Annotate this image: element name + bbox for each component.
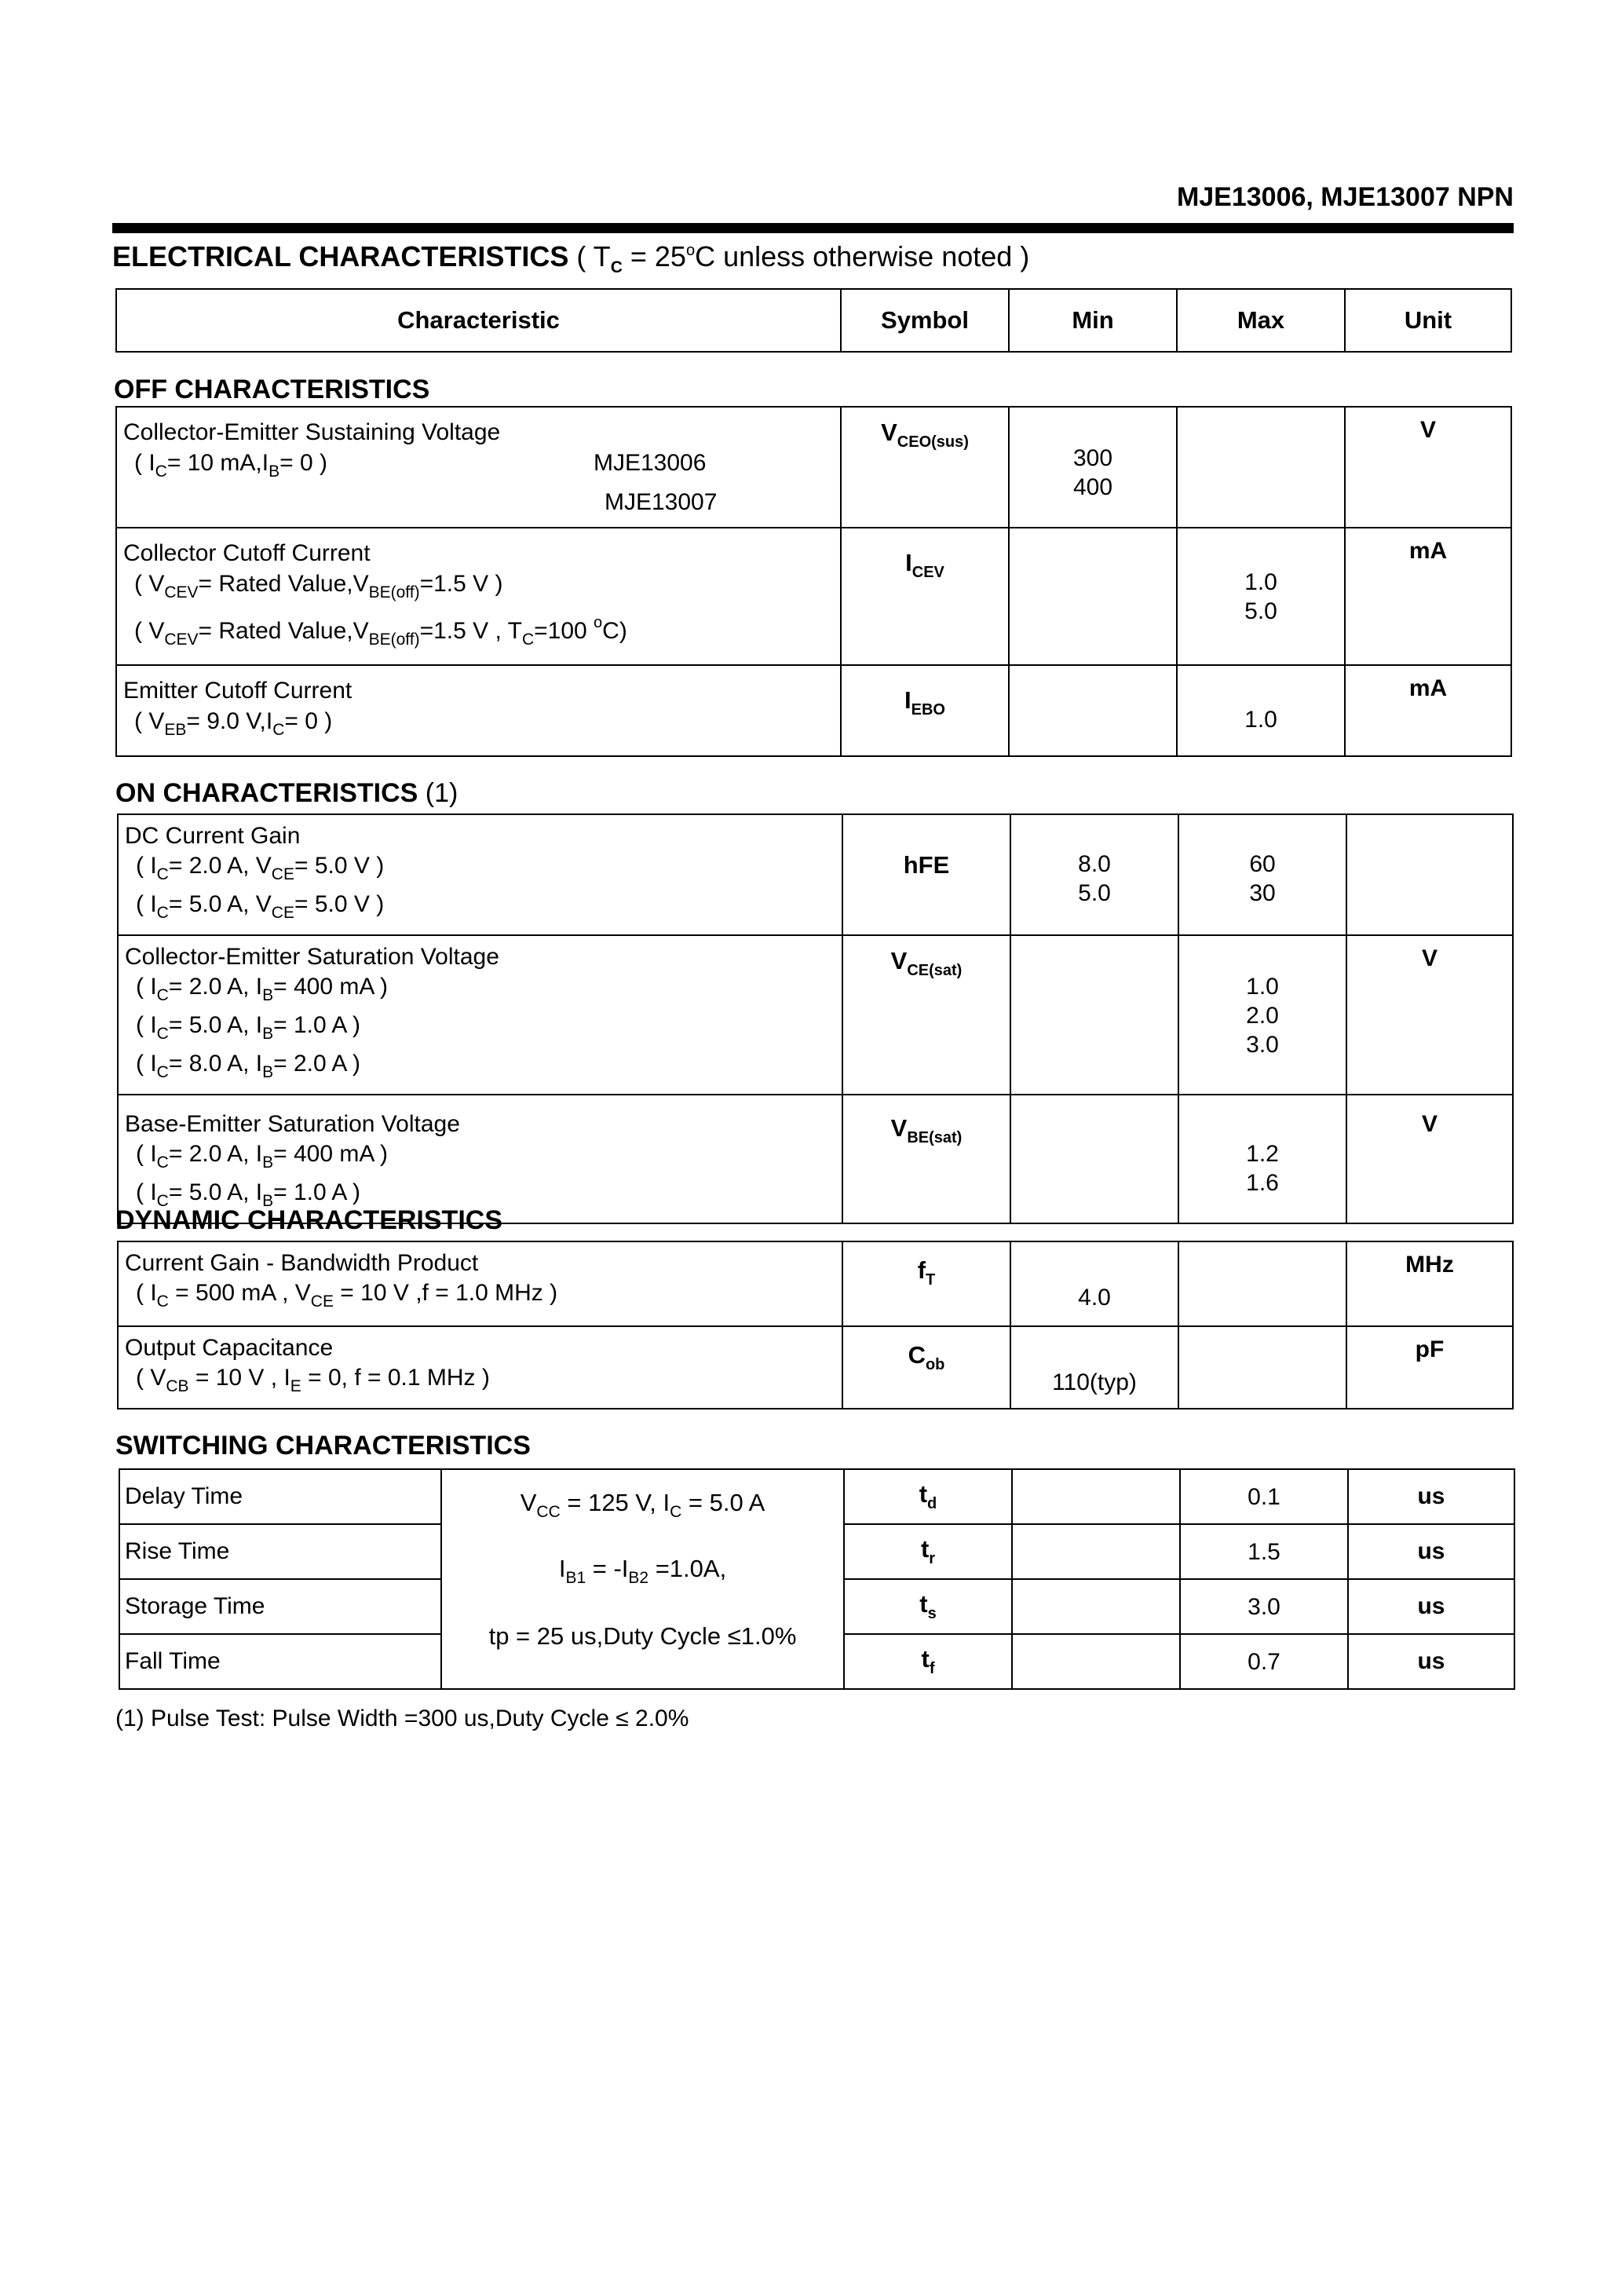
col-unit: Unit: [1345, 289, 1511, 352]
row-cutoff: [116, 528, 1511, 665]
t: B2: [628, 1569, 649, 1587]
cob-max: [1178, 1326, 1346, 1409]
t: =1.5 V , T: [419, 618, 522, 644]
t: C: [521, 631, 535, 649]
t: = 5.0 V ): [294, 853, 385, 879]
t: 0.7: [1248, 1648, 1280, 1675]
gain-char: [118, 814, 842, 935]
t: = 8.0 A, I: [168, 1051, 263, 1077]
t: ( V: [134, 618, 165, 644]
t: = 2.0 A ): [273, 1051, 361, 1077]
t: C: [156, 1292, 169, 1311]
t: CEV: [164, 631, 199, 649]
part-mje13007: MJE13007: [605, 489, 718, 515]
t: 30: [1249, 880, 1276, 906]
dynamic-heading: DYNAMIC CHARACTERISTICS: [115, 1205, 502, 1235]
title-rest: C unless otherwise noted ): [695, 240, 1030, 272]
t: B: [262, 1153, 274, 1172]
emitter-unit: [1345, 665, 1511, 756]
t: = 1.0 A ): [273, 1179, 361, 1205]
t: us: [1417, 1483, 1445, 1509]
t: = 0 ): [284, 708, 333, 734]
gain-min: [1010, 814, 1178, 935]
storage-name-cell: [119, 1579, 441, 1634]
t: = 400 mA ): [273, 974, 389, 1000]
t: = 400 mA ): [273, 1141, 389, 1167]
delay-min: [1012, 1469, 1180, 1524]
t: Rise Time: [125, 1538, 230, 1564]
storage-symbol: [844, 1579, 1012, 1634]
cob-char: [118, 1326, 842, 1409]
t: 5.0: [1244, 598, 1277, 624]
col-max: Max: [1177, 289, 1345, 352]
t: 60: [1249, 851, 1276, 877]
t: 1.6: [1246, 1170, 1279, 1196]
t: t: [920, 1535, 930, 1563]
t: mA: [1408, 538, 1448, 564]
t: d: [927, 1495, 937, 1512]
vcesat-cond-1: [125, 972, 835, 1011]
t: o: [594, 614, 603, 631]
t: = 0 ): [279, 450, 327, 476]
t: T: [926, 1271, 936, 1289]
cob-unit: [1346, 1326, 1513, 1409]
t: 3.0: [1248, 1593, 1280, 1620]
sustaining-name: Collector-Emitter Sustaining Voltage: [123, 419, 501, 445]
switching-conditions: [441, 1469, 844, 1689]
emitter-symbol: [841, 665, 1009, 756]
t: s: [927, 1605, 937, 1622]
storage-min: [1012, 1579, 1180, 1634]
t: 3.0: [1246, 1032, 1279, 1058]
t: 1.5: [1248, 1538, 1280, 1565]
t: 1.0: [1244, 569, 1277, 595]
cob-cond: [125, 1363, 835, 1402]
cutoff-min: [1009, 528, 1177, 665]
part-number-header: MJE13006, MJE13007 NPN: [1176, 182, 1514, 212]
gbw-char: [118, 1241, 842, 1326]
gain-cond-1: [125, 851, 835, 890]
t: 2.0: [1246, 1003, 1279, 1029]
t: f: [929, 1660, 935, 1677]
gbw-symbol: [842, 1241, 1010, 1326]
sustaining-cond: [123, 448, 834, 487]
t: Storage Time: [125, 1593, 265, 1619]
t: C: [272, 721, 285, 739]
t: us: [1417, 1538, 1445, 1564]
emitter-min: [1009, 665, 1177, 756]
gain-cond-2: [125, 890, 835, 928]
on-table: [117, 813, 1514, 1224]
row-gain: [118, 814, 1513, 935]
t: EBO: [911, 701, 945, 718]
sustaining-min: [1009, 407, 1177, 528]
min-400: 400: [1072, 474, 1113, 500]
t: t: [921, 1645, 930, 1673]
switch-cond-2: [442, 1528, 843, 1594]
t: hFE: [903, 851, 950, 879]
switching-heading: SWITCHING CHARACTERISTICS: [115, 1431, 531, 1461]
off-heading: OFF CHARACTERISTICS: [114, 375, 430, 404]
t: = -I: [586, 1555, 629, 1582]
title-bold: ELECTRICAL CHARACTERISTICS: [112, 240, 569, 272]
t: pF: [1415, 1336, 1445, 1362]
vbesat-symbol: [842, 1095, 1010, 1223]
cutoff-symbol: [841, 528, 1009, 665]
t: f: [917, 1256, 926, 1284]
t: V: [1421, 1111, 1438, 1137]
cutoff-char: [116, 528, 841, 665]
t: = Rated Value,V: [198, 571, 369, 597]
storage-unit: [1348, 1579, 1514, 1634]
t: C: [908, 1341, 926, 1369]
t: V: [890, 947, 908, 974]
vcesat-max: [1178, 935, 1346, 1095]
t: ( V: [134, 571, 165, 597]
switch-cond-3: tp = 25 us,Duty Cycle ≤1.0%: [488, 1622, 797, 1650]
t: mA: [1408, 675, 1448, 701]
t: BE(sat): [907, 1129, 963, 1146]
t: ( V: [136, 1365, 166, 1391]
t: = 500 mA , V: [168, 1280, 311, 1306]
t: =1.5 V ): [419, 571, 503, 597]
rise-unit: [1348, 1524, 1514, 1579]
t: = 9.0 V,I: [186, 708, 273, 734]
col-characteristic: Characteristic: [116, 289, 841, 352]
t: = 0, f = 0.1 MHz ): [301, 1365, 490, 1391]
t: ( I: [136, 1141, 157, 1167]
gbw-unit: [1346, 1241, 1513, 1326]
fall-symbol: [844, 1634, 1012, 1689]
switch-row-delay: [119, 1469, 1514, 1524]
t: us: [1417, 1648, 1445, 1674]
t: EB: [164, 721, 187, 739]
t: = 5.0 A: [681, 1489, 765, 1516]
t: ( I: [136, 974, 157, 1000]
t: C: [155, 462, 167, 481]
rise-min: [1012, 1524, 1180, 1579]
vcesat-symbol: [842, 935, 1010, 1095]
t: C: [156, 1192, 169, 1210]
t: B: [262, 1063, 274, 1081]
col-symbol: Symbol: [841, 289, 1009, 352]
t: ( I: [136, 853, 157, 879]
gbw-min: [1010, 1241, 1178, 1326]
t: = 10 V , I: [188, 1365, 290, 1391]
t: ( I: [136, 1051, 157, 1077]
t: = 2.0 A, I: [168, 1141, 263, 1167]
t: C: [156, 904, 169, 922]
t: 4.0: [1078, 1285, 1111, 1311]
on-heading: [115, 778, 458, 809]
t: CE: [310, 1292, 334, 1311]
vcesat-cond-2: [125, 1011, 835, 1049]
t: = Rated Value,V: [198, 618, 369, 644]
t: 5.0: [1078, 880, 1111, 906]
t: CC: [536, 1503, 561, 1521]
t: B: [262, 1192, 274, 1210]
t: = 125 V, I: [560, 1489, 670, 1516]
t: ob: [925, 1356, 945, 1373]
t: V: [890, 1114, 908, 1142]
column-header-table: [115, 288, 1512, 353]
footnote: (1) Pulse Test: Pulse Width =300 us,Duty Cycle ≤ 2.0%: [115, 1706, 689, 1731]
t: CEV: [911, 564, 944, 581]
page-title: [112, 240, 1029, 277]
col-min: Min: [1009, 289, 1177, 352]
t: B: [262, 986, 274, 1004]
gbw-name: Current Gain - Bandwidth Product: [125, 1250, 479, 1276]
t: C): [602, 618, 627, 644]
t: B: [262, 1025, 274, 1043]
t: CEO(sus): [897, 433, 969, 451]
t: B1: [565, 1569, 586, 1587]
title-deg: o: [685, 242, 696, 259]
part-mje13006: MJE13006: [594, 450, 707, 476]
row-emitter: [116, 665, 1511, 756]
row-vcesat: [118, 935, 1513, 1095]
emitter-cond: [123, 706, 834, 745]
t: BE(off): [368, 631, 420, 649]
sustaining-unit: [1345, 407, 1511, 528]
row-gbw: [118, 1241, 1513, 1326]
t: Delay Time: [125, 1483, 243, 1509]
vbesat-cond-1: [125, 1139, 835, 1178]
t: = 5.0 A, I: [168, 1012, 263, 1038]
fall-min: [1012, 1634, 1180, 1689]
t: C: [670, 1503, 682, 1521]
cob-symbol: [842, 1326, 1010, 1409]
t: CE: [271, 865, 294, 883]
t: = 10 mA,I: [166, 450, 269, 476]
vcesat-min: [1010, 935, 1178, 1095]
t: = 1.0 A ): [273, 1012, 361, 1038]
t: I: [905, 549, 912, 576]
cutoff-cond-2: [123, 608, 834, 655]
cutoff-unit: [1345, 528, 1511, 665]
vbesat-max: [1178, 1095, 1346, 1223]
vcesat-char: [118, 935, 842, 1095]
delay-unit: [1348, 1469, 1514, 1524]
t: CE: [271, 904, 294, 922]
gbw-max: [1178, 1241, 1346, 1326]
t: ( I: [136, 1280, 157, 1306]
t: = 5.0 V ): [294, 891, 385, 917]
t: CEV: [164, 583, 199, 601]
t: us: [1417, 1593, 1445, 1619]
cutoff-name: Collector Cutoff Current: [123, 540, 371, 566]
title-open: ( T: [568, 240, 611, 272]
t: 1.0: [1244, 707, 1277, 733]
t: C: [156, 865, 169, 883]
t: V: [1421, 945, 1438, 971]
t: =1.0A,: [648, 1555, 727, 1582]
dynamic-table: [117, 1241, 1514, 1409]
off-table: [115, 406, 1512, 757]
t: ( I: [134, 450, 155, 476]
t: ( I: [136, 891, 157, 917]
vbesat-min: [1010, 1095, 1178, 1223]
t: = 5.0 A, V: [168, 891, 272, 917]
t: C: [156, 1025, 169, 1043]
t: =100: [534, 618, 594, 644]
vcesat-cond-3: [125, 1049, 835, 1088]
t: (1): [418, 778, 458, 808]
cutoff-cond-1: [123, 569, 834, 608]
delay-symbol: [844, 1469, 1012, 1524]
cob-min: [1010, 1326, 1178, 1409]
t: BE(off): [368, 583, 420, 601]
row-sustaining: [116, 407, 1511, 528]
t: ( I: [136, 1179, 157, 1205]
t: C: [156, 1063, 169, 1081]
sustaining-max: [1177, 407, 1345, 528]
gain-unit: [1346, 814, 1513, 935]
t: V: [1419, 417, 1436, 443]
t: t: [919, 1480, 928, 1508]
delay-max: [1180, 1469, 1348, 1524]
t: V: [520, 1489, 537, 1516]
fall-max: [1180, 1634, 1348, 1689]
t: t: [919, 1590, 928, 1618]
t: Fall Time: [125, 1648, 221, 1674]
switching-table: [119, 1468, 1515, 1690]
t: = 10 V ,f = 1.0 MHz ): [333, 1280, 558, 1306]
rise-symbol: [844, 1524, 1012, 1579]
t: ( V: [134, 708, 165, 734]
vcesat-unit: [1346, 935, 1513, 1095]
t: I: [558, 1555, 566, 1582]
title-sub: C: [610, 258, 623, 276]
sustaining-char: [116, 407, 841, 528]
rise-name-cell: [119, 1524, 441, 1579]
gbw-cond: [125, 1278, 835, 1317]
t: 1.2: [1246, 1141, 1279, 1167]
emitter-max: [1177, 665, 1345, 756]
storage-max: [1180, 1579, 1348, 1634]
vbesat-char: [118, 1095, 842, 1223]
t: = 5.0 A, I: [168, 1179, 263, 1205]
t: MHz: [1405, 1252, 1454, 1278]
cutoff-max: [1177, 528, 1345, 665]
t: V: [881, 419, 897, 446]
sustaining-symbol: [841, 407, 1009, 528]
t: E: [290, 1377, 301, 1395]
t: C: [156, 986, 169, 1004]
cob-name: Output Capacitance: [125, 1335, 334, 1361]
t: ON CHARACTERISTICS: [115, 778, 418, 808]
gain-symbol: [842, 814, 1010, 935]
t: 110(typ): [1052, 1369, 1137, 1395]
t: 0.1: [1248, 1483, 1280, 1510]
title-eq: = 25: [622, 240, 686, 272]
rise-max: [1180, 1524, 1348, 1579]
t: r: [929, 1550, 936, 1567]
emitter-name: Emitter Cutoff Current: [123, 678, 353, 704]
t: C: [156, 1153, 169, 1172]
gain-name: DC Current Gain: [125, 823, 301, 849]
vcesat-name: Collector-Emitter Saturation Voltage: [125, 944, 499, 970]
fall-unit: [1348, 1634, 1514, 1689]
t: 1.0: [1246, 974, 1279, 1000]
t: CB: [166, 1377, 189, 1395]
min-300: 300: [1072, 445, 1113, 471]
header-rule: [112, 223, 1514, 233]
t: 8.0: [1078, 851, 1111, 877]
t: = 2.0 A, I: [168, 974, 263, 1000]
delay-name-cell: [119, 1469, 441, 1524]
t: = 2.0 A, V: [168, 853, 272, 879]
t: ( I: [136, 1012, 157, 1038]
t: CE(sat): [907, 962, 963, 979]
row-vbesat: [118, 1095, 1513, 1223]
emitter-char: [116, 665, 841, 756]
t: I: [904, 686, 911, 714]
gain-max: [1178, 814, 1346, 935]
fall-name-cell: [119, 1634, 441, 1689]
t: B: [269, 462, 280, 481]
vbesat-unit: [1346, 1095, 1513, 1223]
row-cob: [118, 1326, 1513, 1409]
vbesat-name: Base-Emitter Saturation Voltage: [125, 1111, 460, 1137]
switch-cond-1: [442, 1470, 843, 1528]
